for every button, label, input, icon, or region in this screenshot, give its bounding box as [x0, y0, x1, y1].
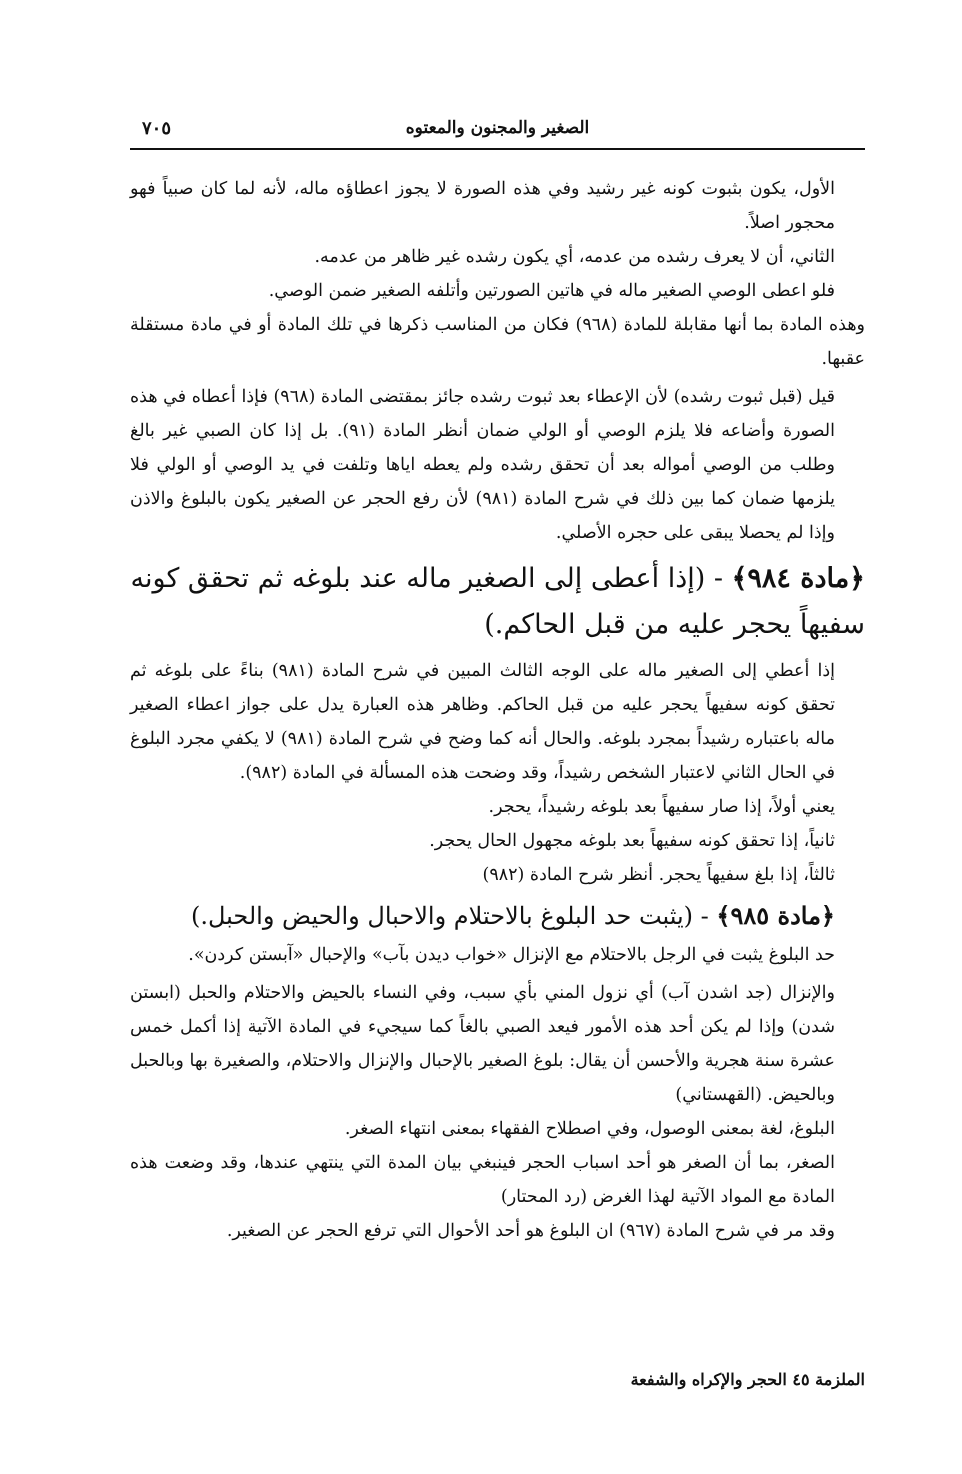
paragraph: ثالثاً، إذا بلغ سفيهاً يحجر. أنظر شرح المادة (٩٨٢) [482, 865, 835, 885]
paragraph: فلو اعطى الوصي الصغير ماله في هاتين الصورتين وأتلفه الصغير ضمن الوصي. [268, 281, 835, 301]
book-page [130, 112, 865, 1412]
paragraph: الأول، يكون بثبوت كونه غير رشيد وفي هذه الصورة لا يجوز اعطاؤه ماله، لأنه لما كان صبياً فهو محجور اصلاً. [130, 179, 835, 233]
paragraph: وقد مر في شرح المادة (٩٦٧) ان البلوغ هو أحد الأحوال التي ترفع الحجر عن الصغير. [226, 1221, 835, 1241]
paragraph: الصغر، بما أن الصغر هو أحد اسباب الحجر فينبغي بيان المدة التي ينتهي عندها، وقد وضعت هذه المادة مع المواد الآتية لهذا الغرض (رد المحتار) [130, 1153, 835, 1207]
paragraph: وهذه المادة بما أنها مقابلة للمادة (٩٦٨) فكان من المناسب ذكرها في تلك المادة أو في مادة مستقلة عقبها. [130, 315, 865, 369]
running-title: الصغير والمجنون والمعتوه [405, 118, 590, 138]
paragraph: إذا أعطي إلى الصغير ماله على الوجه الثالث المبين في شرح المادة (٩٨١) بناءً على بلوغه ثم تحقق كونه سفيهاً يحجر عليه من قبل الحاكم. وظاهر هذه العبارة يدل على جواز اعطاء الصغير ماله باعتباره رشيداً بمجرد بلوغه. والحال أنه كما وضح في شرح المادة (٩٨١) لا يكفي مجرد البلوغ في الحال الثاني لاعتبار الشخص رشيداً، وقد وضحت هذه المسألة في المادة (٩٨٢). [130, 661, 835, 783]
paragraph: الثاني، أن لا يعرف رشده من عدمه، أي يكون رشده غير ظاهر من عدمه. [314, 247, 835, 267]
article-label: ﴿مادة ٩٨٤﴾ [731, 563, 865, 594]
page-number: ٧٠٥ [142, 118, 172, 139]
paragraph: يعني أولاً، إذا صار سفيهاً بعد بلوغه رشيداً، يحجر. [488, 797, 835, 817]
paragraph: والإنزال (جد اشدن آب) أي نزول المني بأي سبب، وفي النساء بالحيض والاحتلام والحبل (ابستن شدن) وإذا لم يكن أحد هذه الأمور فيعد الصبي بالغاً كما سيجيء في المادة الآتية إذا أكمل خمس عشرة سنة هجرية والأحسن أن يقال: بلوغ الصغير بالإحبال والإنزال والاحتلام، والصغيرة بها وبالحبل وبالحيض. (القهستاني) [130, 983, 835, 1105]
paragraph: ثانياً، إذا تحقق كونه سفيهاً بعد بلوغه مجهول الحال يحجر. [429, 831, 835, 851]
signature-footer: الملزمة ٤٥ الحجر والإكراه والشفعة [630, 1370, 865, 1389]
article-label: ﴿مادة ٩٨٥﴾ [716, 901, 835, 930]
page-body [130, 172, 865, 1248]
article-text: - (يثبت حد البلوغ بالاحتلام والاحبال والحيض والحبل.) [190, 902, 717, 930]
paragraph: قيل (قبل ثبوت رشده) لأن الإعطاء بعد ثبوت رشده جائز بمقتضى المادة (٩٦٨) فإذا أعطاه في هذه الصورة وأضاعه فلا يلزم الوصي أو الولي ضمان أنظر المادة (٩١). بل إذا كان الصبي غير بالغ وطلب من الوصي أمواله بعد أن تحقق رشده ولم يعطه اياها وتلفت في يد الوصي أو الولي فلا يلزمها ضمان كما بين ذلك في شرح المادة (٩٨١) لأن رفع الحجر عن الصغير يكون بالبلوغ والاذن وإذا لم يحصلا يبقى على حجره الأصلي. [130, 387, 835, 543]
paragraph: حد البلوغ يثبت في الرجل بالاحتلام مع الإنزال «خواب ديدن بآب» والإحبال «آبستن كردن». [188, 945, 835, 965]
article-985-heading [130, 896, 865, 936]
page-header [130, 112, 865, 150]
paragraph: البلوغ، لغة بمعنى الوصول، وفي اصطلاح الفقهاء بمعنى انتهاء الصغر. [344, 1119, 835, 1139]
article-text: - (إذا أعطى إلى الصغير ماله عند بلوغه ثم تحقق كونه سفيهاً يحجر عليه من قبل الحاكم.) [130, 563, 865, 640]
article-984-heading [130, 556, 865, 648]
